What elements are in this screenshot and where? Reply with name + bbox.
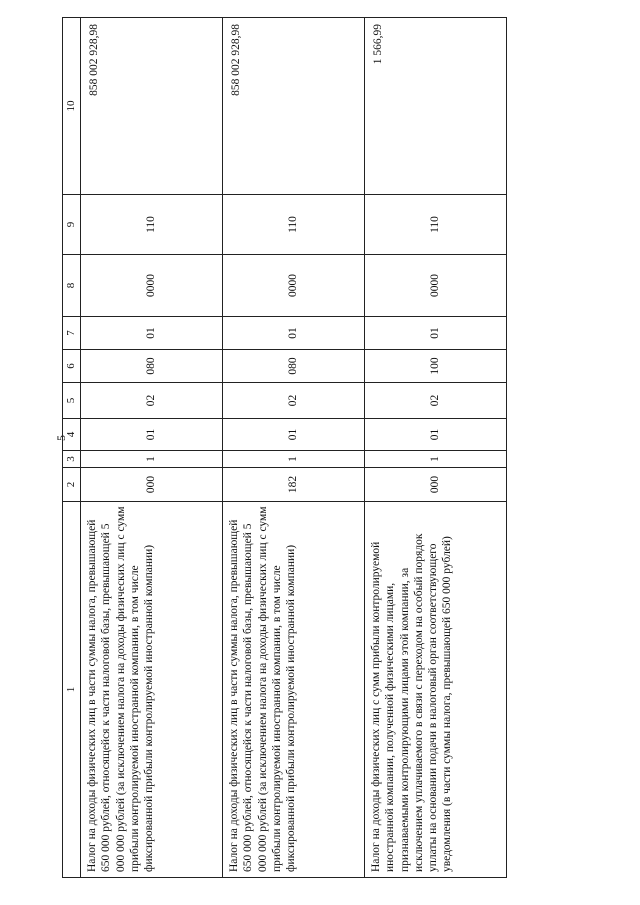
table-row	[365, 18, 507, 878]
code-cell: 1	[365, 451, 507, 468]
header-cell: 3	[63, 451, 81, 468]
budget-classification-table	[62, 17, 507, 878]
code-cell: 1	[81, 451, 223, 468]
code-cell: 0000	[223, 255, 365, 317]
code-cell: 100	[365, 350, 507, 383]
code-cell: 182	[223, 468, 365, 502]
code-cell: 02	[81, 383, 223, 419]
amount-cell: 858 002 928,98	[223, 18, 365, 195]
code-cell: 01	[223, 419, 365, 451]
code-cell: 01	[365, 419, 507, 451]
code-cell: 000	[365, 468, 507, 502]
code-cell: 0000	[81, 255, 223, 317]
header-cell: 10	[63, 18, 81, 195]
code-cell: 080	[223, 350, 365, 383]
tax-description: Налог на доходы физических лиц в части суммы налога, превышающей 650 000 рублей, относящейся к части налоговой базы, превышающей 5 000 000 рублей (за исключением налога на доходы физических лиц с сумм прибыли контролируемой иностранной компании, в том числе фиксированной прибыли контролируемой иностранной компании)	[223, 502, 365, 878]
header-row	[63, 18, 81, 878]
tax-description: Налог на доходы физических лиц в части суммы налога, превышающей 650 000 рублей, относящейся к части налоговой базы, превышающей 5 000 000 рублей (за исключением налога на доходы физических лиц с сумм прибыли контролируемой иностранной компании, в том числе фиксированной прибыли контролируемой иностранной компании)	[81, 502, 223, 878]
rotated-table-container	[62, 18, 487, 878]
code-cell: 110	[81, 195, 223, 255]
code-cell: 02	[223, 383, 365, 419]
code-cell: 1	[223, 451, 365, 468]
table-row	[223, 18, 365, 878]
code-cell: 110	[223, 195, 365, 255]
amount-cell: 1 566,99	[365, 18, 507, 195]
code-cell: 080	[81, 350, 223, 383]
code-cell: 01	[365, 317, 507, 350]
header-cell: 8	[63, 255, 81, 317]
code-cell: 110	[365, 195, 507, 255]
code-cell: 01	[81, 317, 223, 350]
code-cell: 01	[81, 419, 223, 451]
header-cell: 1	[63, 502, 81, 878]
header-cell: 4	[63, 419, 81, 451]
code-cell: 000	[81, 468, 223, 502]
header-cell: 5	[63, 383, 81, 419]
table-row	[81, 18, 223, 878]
tax-description: Налог на доходы физических лиц с сумм прибыли контролируемой иностранной компании, полученной физическими лицами, признаваемыми контролирующими лицами этой компании, за исключением уплачиваемого в связи с переходом на особый порядок уплаты на основании подачи в налоговый орган соответствующего уведомления (в части суммы налога, превышающей 650 000 рублей)	[365, 502, 507, 878]
code-cell: 02	[365, 383, 507, 419]
header-cell: 6	[63, 350, 81, 383]
code-cell: 01	[223, 317, 365, 350]
code-cell: 0000	[365, 255, 507, 317]
header-cell: 9	[63, 195, 81, 255]
header-cell: 2	[63, 468, 81, 502]
header-cell: 7	[63, 317, 81, 350]
page-number: 5	[54, 435, 68, 441]
amount-cell: 858 002 928,98	[81, 18, 223, 195]
